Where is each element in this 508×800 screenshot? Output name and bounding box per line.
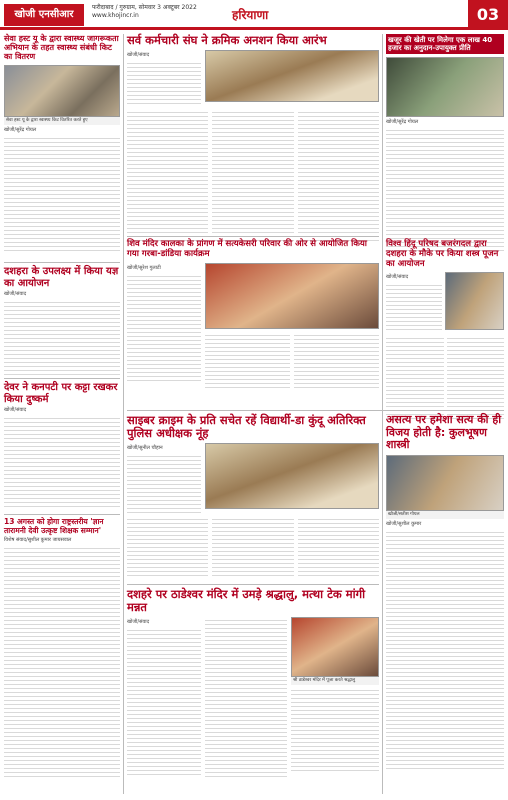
story-date-farming bbox=[386, 34, 504, 253]
story-health-kit bbox=[4, 34, 120, 253]
photo-caption: खोजी/सतीश गोयल bbox=[386, 511, 504, 519]
story-body bbox=[127, 273, 201, 381]
story-byline: खोजी/संवाद bbox=[4, 407, 27, 413]
story-body-col3 bbox=[291, 687, 379, 773]
story-byline: खोजी/संवाद bbox=[127, 52, 150, 59]
story-byline: खोजी/संवाद bbox=[127, 619, 150, 626]
story-body-col1 bbox=[127, 516, 208, 576]
masthead bbox=[0, 0, 508, 30]
story-cyber-crime bbox=[127, 414, 379, 576]
story-headline: सर्व कर्मचारी संघ ने क्रमिक अनशन किया आरंभ bbox=[127, 33, 327, 47]
story-byline: खोजी/सुनील चौहान bbox=[127, 445, 163, 452]
story-body-col1 bbox=[127, 109, 208, 241]
story-shastra-pujan bbox=[386, 240, 504, 421]
story-body bbox=[4, 415, 120, 509]
story-body-col2 bbox=[205, 617, 287, 777]
story-byline: खोजी/सुरेंद्र गोयल bbox=[386, 119, 419, 126]
story-body-col3 bbox=[298, 516, 379, 576]
story-photo bbox=[291, 617, 379, 677]
photo-caption: सेवा हस्ट यू के द्वारा स्वास्थ्य किट वितरित करते हुए bbox=[4, 117, 120, 125]
story-photo bbox=[445, 272, 504, 330]
story-body-col2 bbox=[212, 109, 293, 241]
column-divider bbox=[123, 34, 124, 794]
page-number: 03 bbox=[468, 0, 508, 30]
story-garba bbox=[127, 240, 379, 390]
row-divider bbox=[127, 236, 379, 237]
story-byline: खोजी/सुशील कुमार bbox=[386, 520, 422, 527]
story-byline: खोजी/संवाद bbox=[4, 291, 27, 297]
row-divider bbox=[127, 410, 504, 411]
story-body bbox=[386, 529, 504, 769]
story-byline: खोजी/सुरेश गुलाटी bbox=[127, 264, 161, 271]
row-divider bbox=[4, 514, 120, 515]
story-body-col2 bbox=[386, 335, 444, 421]
story-body bbox=[127, 627, 201, 777]
story-body bbox=[127, 453, 201, 513]
row-divider bbox=[127, 584, 379, 585]
row-divider bbox=[4, 378, 120, 379]
story-body bbox=[386, 127, 504, 253]
story-photo bbox=[4, 65, 120, 117]
story-body-col2 bbox=[212, 516, 293, 576]
story-body-col3 bbox=[298, 109, 379, 241]
story-headline: खजूर की खेती पर मिलेगा एक लाख 40 हजार का अनुदान-उपायुक्त प्रीति bbox=[386, 34, 504, 54]
column-divider bbox=[382, 34, 383, 794]
story-hunger-strike bbox=[127, 34, 379, 241]
story-body bbox=[127, 60, 201, 106]
story-headline: असत्य पर हमेशा सत्य की ही विजय होती है: कुलभूषण शास्त्री bbox=[386, 413, 502, 452]
section-title: हरियाणा bbox=[232, 8, 269, 22]
website-text: www.khojincr.in bbox=[92, 12, 139, 19]
story-body bbox=[4, 135, 120, 253]
date-line bbox=[92, 4, 197, 20]
story-temple bbox=[127, 588, 379, 777]
story-body-col2 bbox=[205, 332, 290, 390]
story-photo bbox=[205, 50, 379, 102]
story-crime bbox=[4, 382, 120, 509]
story-headline: साइबर क्राइम के प्रति सचेत रहें विद्यार्थी-डा कुंदू अतिरिक्त पुलिस अधीक्षक नूंह bbox=[127, 413, 366, 441]
story-headline: सेवा हस्ट यू के द्वारा स्वास्थ्य जागरूकता अभियान के तहत स्वास्थ्य संबंधी किट का वितरण bbox=[4, 34, 119, 62]
story-headline: 13 अगस्त को होगा राष्ट्रस्तरीय 'ज्ञान तारामनी देवी उत्कृष्ट शिक्षक सम्मान' bbox=[4, 517, 104, 535]
row-divider bbox=[4, 262, 120, 263]
story-byline: खोजी/संवाद bbox=[386, 274, 409, 281]
story-photo bbox=[205, 263, 379, 329]
story-headline: दशहरा के उपलक्ष्य में किया यज्ञ का आयोजन bbox=[4, 266, 119, 289]
story-body-col3 bbox=[294, 332, 379, 390]
date-text: फरीदाबाद / गुरुग्राम, सोमवार 3 अक्टूबर 2022 bbox=[92, 4, 197, 11]
story-teacher-award bbox=[4, 518, 120, 777]
story-byline: विशेष संवाद/सुशील कुमार जायसवाल bbox=[4, 537, 72, 544]
newspaper-logo: खोजी एनसीआर bbox=[4, 4, 84, 26]
story-headline: शिव मंदिर कालका के प्रांगण में सत्यकेसरी परिवार की ओर से आयोजित किया गया गरबा-डांडिया कार्यक्रम bbox=[127, 239, 367, 259]
story-body bbox=[386, 282, 442, 332]
story-photo bbox=[205, 443, 379, 509]
story-headline: विश्व हिंदू परिषद बजरंगदल द्वारा दशहरा के मौके पर किया शस्त्र पूजन का आयोजन bbox=[386, 239, 499, 269]
photo-caption: श्री ठाडेश्वर मंदिर में पूजा करते श्रद्धालु bbox=[291, 677, 379, 685]
story-body bbox=[4, 299, 120, 381]
story-body bbox=[4, 545, 120, 777]
story-truth-victory bbox=[386, 414, 504, 769]
story-photo bbox=[386, 57, 504, 117]
story-yagya bbox=[4, 266, 120, 381]
story-byline: खोजी/सुरेंद्र गोयल bbox=[4, 126, 37, 133]
story-photo bbox=[386, 455, 504, 511]
story-body-col3 bbox=[447, 335, 505, 421]
story-headline: देवर ने कनपटी पर कट्टा रखकर किया दुष्कर्म bbox=[4, 382, 118, 405]
story-headline: दशहरे पर ठाडेश्वर मंदिर में उमड़े श्रद्धालु, मत्था टेक मांगी मन्नत bbox=[127, 587, 366, 615]
